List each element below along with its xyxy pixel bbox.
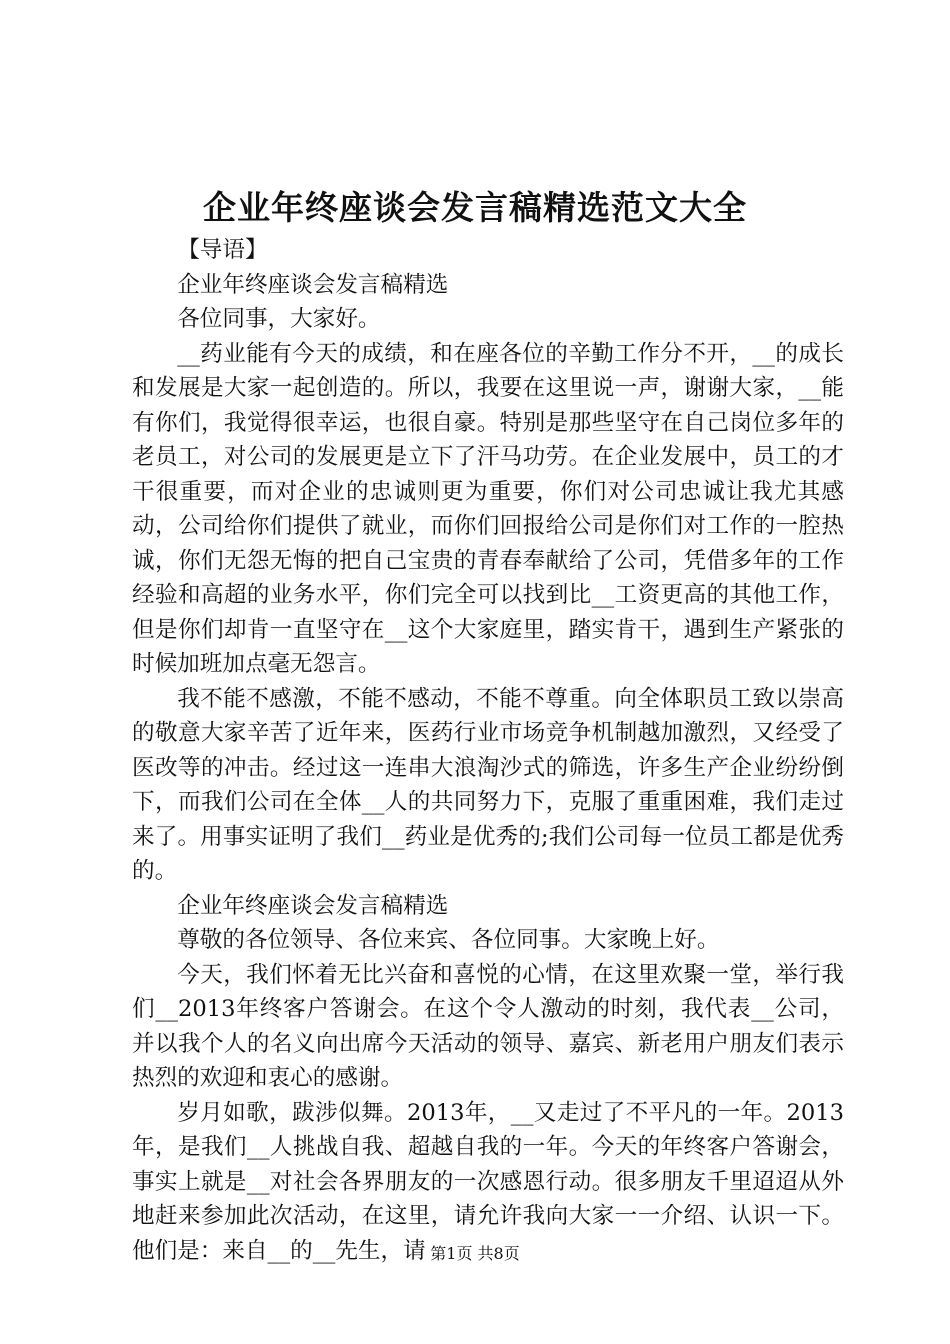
section-heading: 企业年终座谈会发言稿精选 <box>177 271 449 298</box>
body-paragraph: 岁月如歌，跋涉似舞。2013年，__又走过了不平凡的一年。2013年，是我们__人挑战自我、超越自我的一年。今天的年终客户答谢会，事实上就是__对社会各界朋友的一次感恩行动。很多朋友千里迢迢从外地赶来参加此次活动，在这里，请允许我向大家一一介绍、认识一下。他们是：来自__的__先生，请 <box>132 1099 844 1264</box>
greeting-paragraph: 各位同事，大家好。 <box>177 306 381 332</box>
document-title: 企业年终座谈会发言稿精选范文大全 <box>203 188 747 227</box>
greeting-paragraph: 尊敬的各位领导、各位来宾、各位同事。大家晚上好。 <box>177 927 720 953</box>
intro-label: 【导语】 <box>177 237 268 263</box>
page-number-footer: 第1页 共8页 <box>430 1244 520 1263</box>
document-body <box>132 233 844 1268</box>
section-heading: 企业年终座谈会发言稿精选 <box>177 892 449 919</box>
body-paragraph: 今天，我们怀着无比兴奋和喜悦的心情，在这里欢聚一堂，举行我们__2013年终客户答谢会。在这个令人激动的时刻，我代表__公司，并以我个人的名义向出席今天活动的领导、嘉宾、新老用户朋友们表示热烈的欢迎和衷心的感谢。 <box>132 961 844 1091</box>
body-paragraph: __药业能有今天的成绩，和在座各位的辛勤工作分不开，__的成长和发展是大家一起创造的。所以，我要在这里说一声，谢谢大家，__能有你们，我觉得很幸运，也很自豪。特别是那些坚守在自己岗位多年的老员工，对公司的发展更是立下了汗马功劳。在企业发展中，员工的才干很重要，而对企业的忠诚则更为重要，你们对公司忠诚让我尤其感动，公司给你们提供了就业，而你们回报给公司是你们对工作的一腔热诚，你们无怨无悔的把自己宝贵的青春奉献给了公司，凭借多年的工作经验和高超的业务水平，你们完全可以找到比__工资更高的其他工作，但是你们却肯一直坚守在__这个大家庭里，踏实肯干，遇到生产紧张的时候加班加点毫无怨言。 <box>132 340 844 677</box>
body-paragraph: 我不能不感激，不能不感动，不能不尊重。向全体职员工致以崇高的敬意大家辛苦了近年来，医药行业市场竞争机制越加激烈，又经受了医改等的冲击。经过这一连串大浪淘沙式的筛选，许多生产企业纷纷倒下，而我们公司在全体__人的共同努力下，克服了重重困难，我们走过来了。用事实证明了我们__药业是优秀的;我们公司每一位员工都是优秀的。 <box>132 685 844 884</box>
